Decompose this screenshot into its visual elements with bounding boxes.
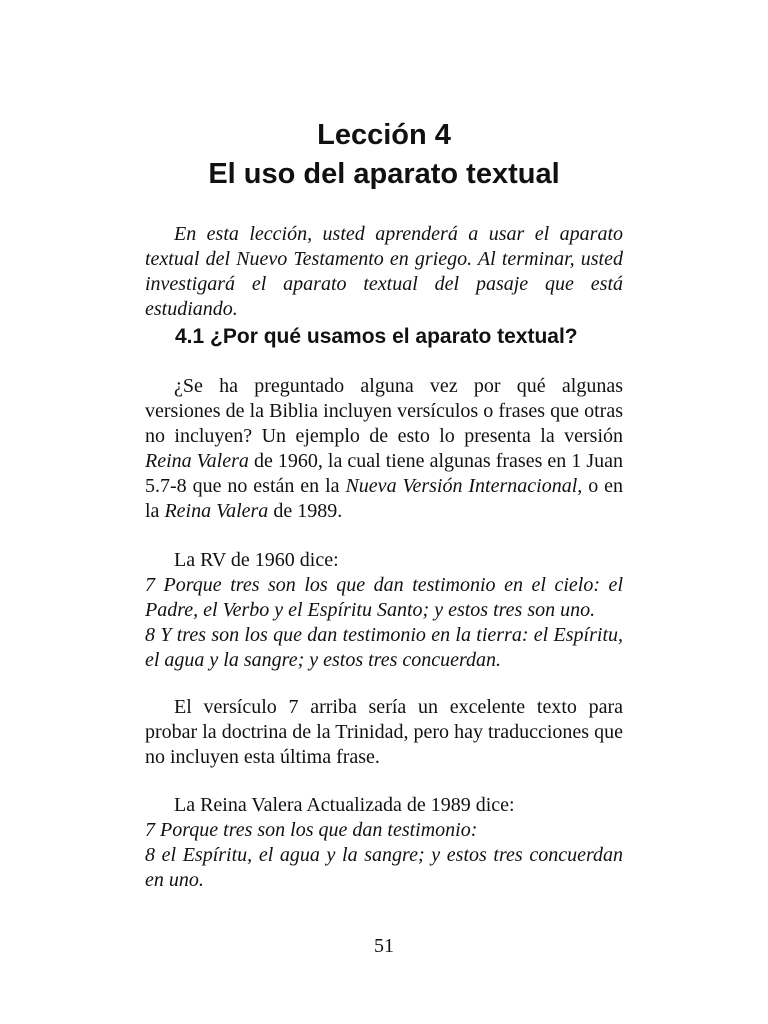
section-heading: 4.1 ¿Por qué usamos el aparato textual? [175,325,578,348]
quote-intro: La Reina Valera Actualizada de 1989 dice: [174,794,515,816]
version-name: Reina Valera [145,450,249,472]
quote-rva1989 [145,793,623,893]
version-name: Nueva Versión Internacional, [345,475,583,497]
verse-7: 7 Porque tres son los que dan testimonio: [145,819,478,841]
paragraph-trinity: El versículo 7 arriba sería un excelente texto para probar la doctrina de la Trinidad, pero hay traducciones que no incluyen esta última frase. [145,696,623,768]
paragraph-text: de 1960, la cual tiene algunas frases en 1 Juan 5.7-8 que no están en la [145,450,623,497]
lesson-intro: En esta lección, usted aprenderá a usar el aparato textual del Nuevo Testamento en griego. Al terminar, usted investigará el aparato textual del pasaje que está estudiando. [145,223,623,320]
verse-8: 8 el Espíritu, el agua y la sangre; y estos tres concuerdan en uno. [145,844,623,891]
page-number: 51 [374,935,394,957]
paragraph-text: o en la [145,475,623,522]
quote-intro: La RV de 1960 dice: [174,549,339,571]
paragraph-text: de 1989. [268,500,343,522]
version-name: Reina Valera [164,500,269,522]
lesson-title: El uso del aparato textual [208,158,560,190]
verse-8: 8 Y tres son los que dan testimonio en la tierra: el Espíritu, el agua y la sangre; y estos tres concuerdan. [145,624,623,671]
verse-7: 7 Porque tres son los que dan testimonio en el cielo: el Padre, el Verbo y el Espíritu Santo; y estos tres son uno. [145,574,623,621]
paragraph-text: ¿Se ha preguntado alguna vez por qué algunas versiones de la Biblia incluyen versículos o frases que otras no incluyen? Un ejemplo de esto lo presenta la versión [145,375,623,447]
lesson-number-title: Lección 4 [317,119,451,151]
quote-rv1960 [145,548,623,673]
paragraph-versions [145,374,623,524]
